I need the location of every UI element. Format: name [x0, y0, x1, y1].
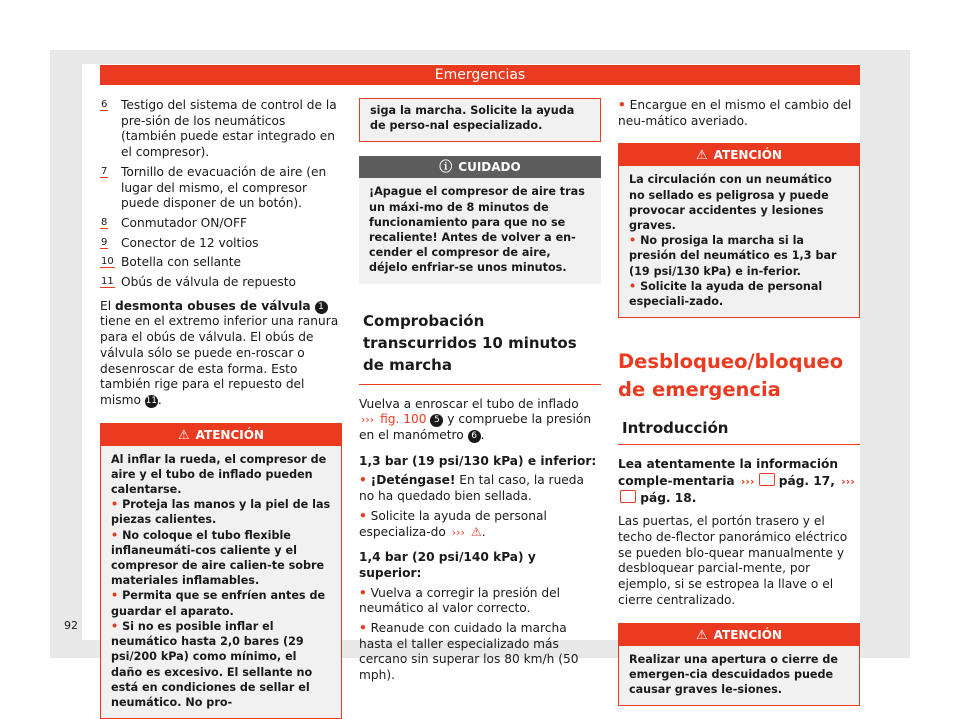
legend-number: 8 — [101, 216, 108, 228]
warning-box — [618, 143, 860, 318]
caution-box — [359, 156, 601, 283]
text: Encargue en el mismo el cambio del neu-mático averiado. — [618, 98, 852, 128]
bullet-icon: • — [618, 98, 626, 112]
caution-title: CUIDADO — [458, 160, 521, 175]
legend-item — [100, 236, 342, 252]
warning-triangle-icon: ⚠ — [696, 148, 708, 164]
bullet-icon: • — [629, 279, 637, 293]
warning-continuation: siga la marcha. Solicite la ayuda de perso-nal especializado. — [359, 98, 601, 142]
legend-text: Obús de válvula de repuesto — [121, 275, 297, 290]
text: Vuelva a enroscar el tubo de inflado — [359, 396, 579, 411]
bullet-item — [359, 621, 601, 684]
bullet-icon: • — [359, 473, 367, 488]
legend-text: Tornillo de evacuación de aire (en lugar del mismo, el compresor puede disponer de un botón). — [121, 164, 327, 211]
legend-number: 9 — [101, 236, 108, 248]
bullet-text: Permita que se enfríen antes de guardar el aparato. — [111, 589, 326, 618]
legend-text: Conmutador ON/OFF — [121, 215, 248, 230]
warning-bullet — [629, 233, 849, 279]
bullet-item — [359, 586, 601, 617]
legend-item — [100, 255, 342, 271]
column-3 — [618, 98, 860, 706]
bullet-icon: • — [111, 528, 119, 542]
book-icon — [759, 473, 775, 486]
chapter-header: Emergencias — [100, 65, 860, 85]
inflate-paragraph — [359, 397, 601, 444]
warning-body: Realizar una apertura o cierre de emergen-cia descuidados puede causar graves le-siones. — [619, 646, 859, 706]
bullet-item — [359, 473, 601, 504]
text: En tal caso, la rueda no ha quedado bien sellada. — [359, 473, 584, 504]
arrows-icon: ››› — [841, 474, 855, 488]
column-2 — [359, 98, 601, 684]
text: y compruebe la presión en el manómetro — [359, 412, 592, 443]
warning-triangle-icon: ⚠ — [696, 627, 708, 643]
ref-circle: 1 — [315, 301, 328, 314]
page-number: 92 — [64, 619, 78, 632]
section-title: Introducción — [618, 412, 860, 445]
bullet-icon: • — [111, 589, 119, 603]
warning-bullet — [111, 588, 331, 618]
text: Solicite la ayuda de personal especializa-do — [359, 508, 547, 539]
legend-text: Conector de 12 voltios — [121, 235, 259, 250]
warning-title: ATENCIÓN — [195, 427, 264, 442]
warning-bullet — [629, 279, 849, 309]
warning-triangle-icon: ⚠ — [470, 524, 482, 539]
bullet-item: • Solicite la ayuda de personal especializa-do ››› ⚠. — [359, 508, 547, 539]
ref-circle: 11 — [145, 395, 158, 406]
legend-text: Testigo del sistema de control de la pre-sión de los neumáticos (también puede estar integrado en el compresor). — [121, 98, 337, 160]
text: . — [480, 428, 485, 443]
bullet-text: Solicite la ayuda de personal especiali-zado. — [629, 279, 823, 309]
lead-paragraph — [618, 457, 860, 506]
warning-body — [101, 446, 341, 718]
pressure-heading-high: 1,4 bar (20 psi/140 kPa) y superior: — [359, 550, 536, 580]
body-paragraph: Las puertas, el portón trasero y el techo de-flector panorámico eléctrico se pueden blo-quear manualmente y desbloquear parcial-mente, por ejemplo, si se estropea la llave o el cierre centralizado. — [618, 514, 848, 607]
bullet-text: No prosiga la marcha si la presión del neumático es 1,3 bar (19 psi/130 kPa) e in-ferior. — [629, 234, 837, 278]
text: Reanude con cuidado la marcha hasta el taller especializado más cercano sin superar los 80 km/h (50 mph). — [359, 621, 579, 683]
legend-item — [100, 275, 342, 291]
warning-title: ATENCIÓN — [713, 627, 782, 642]
warning-box — [618, 623, 860, 707]
figure-link[interactable]: fig. 100 — [380, 412, 427, 427]
legend-number: 11 — [101, 276, 114, 288]
arrows-icon: ››› — [451, 525, 465, 539]
bold-term: desmonta obuses de válvula — [114, 298, 311, 313]
legend-number: 6 — [101, 99, 108, 110]
text: . — [157, 392, 162, 407]
bullet-icon: • — [629, 234, 637, 248]
arrows-icon: ››› — [740, 474, 755, 488]
ref-circle: 5 — [430, 414, 443, 427]
warning-intro: La circulación con un neumático no sellado es peligrosa y puede provocar accidentes y lesiones graves. — [629, 173, 832, 233]
legend-number: 10 — [101, 256, 114, 268]
text: El — [100, 298, 115, 313]
ref-circle: 6 — [468, 430, 481, 443]
legend-number: 7 — [101, 165, 108, 177]
legend-item — [100, 98, 342, 161]
warning-body — [619, 166, 859, 317]
caution-header — [359, 156, 601, 178]
text: tiene en el extremo inferior una ranura para el obús de válvula. El obús de válvula sólo se puede en-roscar o desenroscar de esta forma. Esto también rige para el repuesto del mismo — [100, 314, 339, 407]
bullet-icon: • — [359, 585, 367, 600]
text: Lea atentamente la información comple-mentaria — [618, 457, 839, 488]
warning-intro: Al inflar la rueda, el compresor de aire y el tubo de inflado pueden calentarse. — [111, 452, 327, 497]
warning-bullet — [111, 619, 331, 710]
warning-box — [100, 423, 342, 719]
warning-header — [101, 424, 341, 446]
bullet-text: Si no es posible inflar el neumático hasta 2,0 bares (29 psi/200 kPa) como mínimo, el daño es excesivo. El sellante no está en condiciones de sellar el neumático. No pro- — [111, 619, 313, 709]
info-circle-icon: ⓘ — [439, 160, 453, 176]
warning-header — [619, 624, 859, 646]
valve-paragraph — [100, 299, 342, 409]
bullet-icon: • — [359, 508, 367, 523]
page-link[interactable]: pág. 17, — [778, 473, 835, 488]
bold-term: ¡Deténgase! — [370, 473, 456, 488]
bullet-icon: • — [111, 619, 119, 633]
warning-triangle-icon: ⚠ — [178, 427, 190, 443]
bullet-icon: • — [111, 498, 119, 512]
page-link[interactable]: pág. 18. — [640, 490, 697, 505]
chapter-title: Desbloqueo/bloqueo de emergencia — [618, 350, 844, 402]
warning-bullet — [111, 528, 331, 589]
legend-item — [100, 165, 342, 212]
warning-title: ATENCIÓN — [713, 148, 782, 163]
legend-item — [100, 216, 342, 232]
bullet-item — [618, 98, 860, 129]
bullet-text: No coloque el tubo flexible inflaneumáti-cos caliente y el compresor de aire calien-te sobre materiales inflamables. — [111, 528, 325, 588]
pressure-heading-low: 1,3 bar (19 psi/130 kPa) e inferior: — [359, 453, 597, 468]
section-title: Comprobación transcurridos 10 minutos de marcha — [359, 294, 601, 385]
warning-bullet — [111, 497, 331, 527]
arrows-icon: ››› — [361, 413, 375, 427]
legend-text: Botella con sellante — [121, 255, 242, 270]
warning-header — [619, 144, 859, 166]
bullet-icon: • — [359, 621, 367, 636]
book-icon — [620, 490, 636, 503]
caution-body: ¡Apague el compresor de aire tras un máxi-mo de 8 minutos de funcionamiento para que no se recaliente! Antes de volver a en-cender el compresor de aire, déjelo enfriar-se unos minutos. — [359, 178, 601, 283]
bullet-text: Proteja las manos y la piel de las piezas calientes. — [111, 498, 331, 527]
column-1 — [100, 98, 342, 719]
text: Vuelva a corregir la presión del neumático al valor correcto. — [359, 585, 561, 616]
